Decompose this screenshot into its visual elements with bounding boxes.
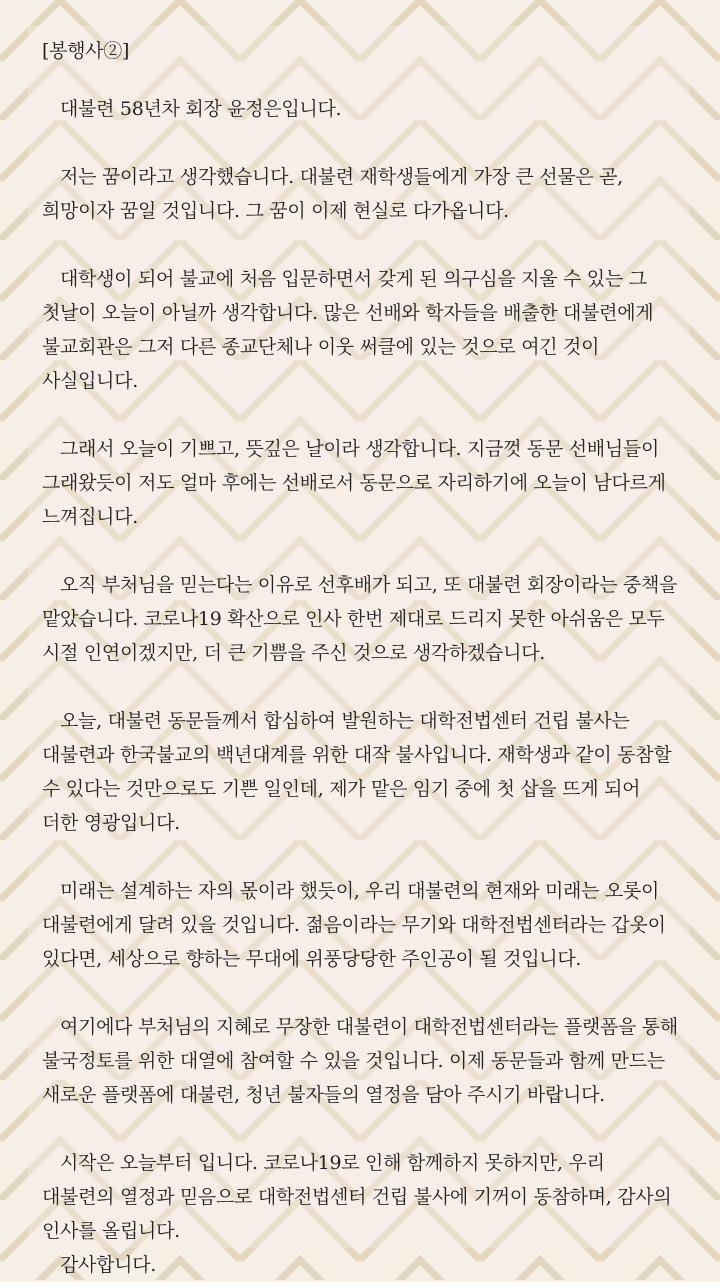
paragraph-6: 오늘, 대불련 동문들께서 합심하여 발원하는 대학전법센터 건립 불사는 대불련과 한국불교의 백년대계를 위한 대작 불사입니다. 재학생과 같이 동참할 수 있다는 것만으로도 기쁜 일인데, 제가 맡은 임기 중에 첫 삽을 뜨게 되어 더한 영광입니다.: [42, 710, 672, 834]
letter-content: [42, 34, 682, 1282]
paragraph-8: 여기에다 부처님의 지혜로 무장한 대불련이 대학전법센터라는 플랫폼을 통해 불국정토를 위한 대열에 참여할 수 있을 것입니다. 이제 동문들과 함께 만드는 새로운 플랫폼에 대불련, 청년 불자들의 열정을 담아 주시기 바랍니다.: [42, 1016, 678, 1106]
paragraph-4: 그래서 오늘이 기쁘고, 뜻깊은 날이라 생각합니다. 지금껏 동문 선배님들이 그래왔듯이 저도 얼마 후에는 선배로서 동문으로 자리하기에 오늘이 남다르게 느껴집니다.: [42, 438, 666, 528]
closing-line: 감사합니다.: [60, 1254, 157, 1276]
paragraph-3: 대학생이 되어 불교에 처음 입문하면서 갖게 된 의구심을 지울 수 있는 그 첫날이 오늘이 아닐까 생각합니다. 많은 선배와 학자들을 배출한 대불련에게 불교회관은 그저 다른 종교단체나 이웃 써클에 있는 것으로 여긴 것이 사실입니다.: [42, 268, 654, 392]
paragraph-7: 미래는 설계하는 자의 몫이라 했듯이, 우리 대불련의 현재와 미래는 오롯이 대불련에게 달려 있을 것입니다. 젊음이라는 무기와 대학전법센터라는 갑옷이 있다면, 세상으로 향하는 무대에 위풍당당한 주인공이 될 것입니다.: [42, 880, 666, 970]
paragraph-2: 저는 꿈이라고 생각했습니다. 대불련 재학생들에게 가장 큰 선물은 곧, 희망이자 꿈일 것입니다. 그 꿈이 이제 현실로 다가옵니다.: [42, 166, 623, 222]
paragraph-1: 대불련 58년차 회장 윤정은입니다.: [60, 98, 342, 120]
paragraph-5: 오직 부처님을 믿는다는 이유로 선후배가 되고, 또 대불련 회장이라는 중책을 맡았습니다. 코로나19 확산으로 인사 한번 제대로 드리지 못한 아쉬움은 모두 시절 인연이겠지만, 더 큰 기쁨을 주신 것으로 생각하겠습니다.: [42, 574, 678, 664]
letter-heading: [봉행사②]: [42, 40, 130, 62]
paragraph-9: 시작은 오늘부터 입니다. 코로나19로 인해 함께하지 못하지만, 우리 대불련의 열정과 믿음으로 대학전법센터 건립 불사에 기꺼이 동참하며, 감사의 인사를 올립니다.: [42, 1152, 672, 1242]
